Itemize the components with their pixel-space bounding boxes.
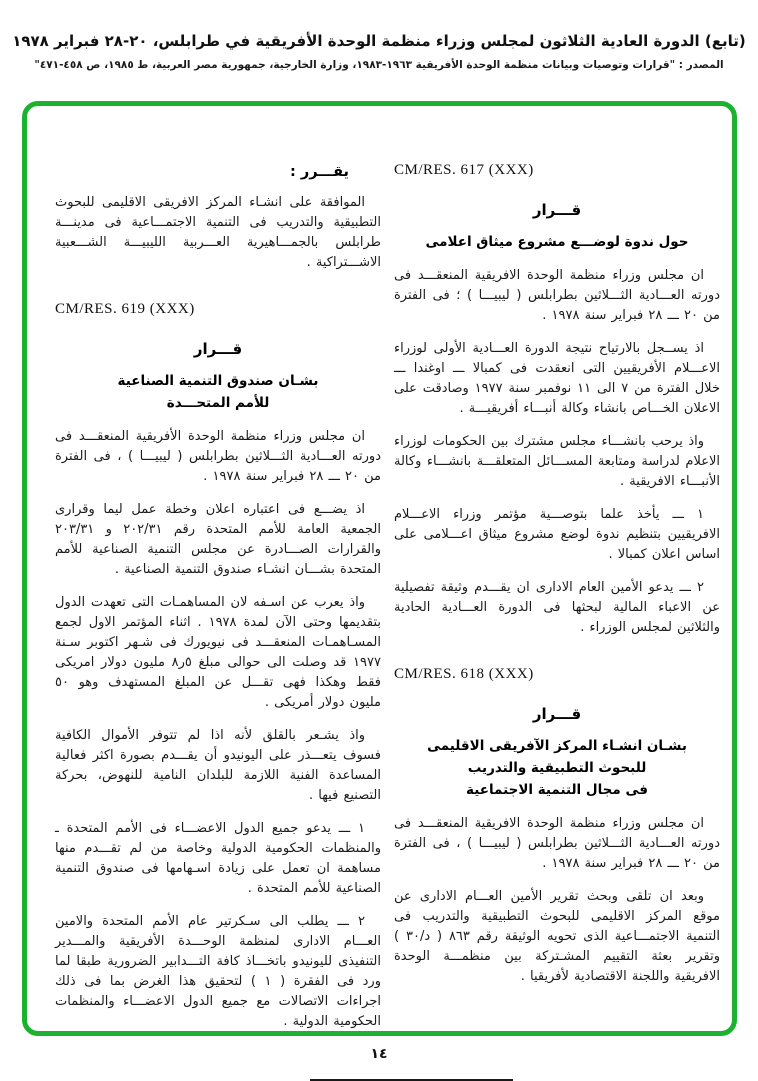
paragraph: واذ يرحب بانشـــاء مجلس مشترك بين الحكومات لوزراء الاعلام لدراسة ومتابعة المســـائل المتعلقـــة بانشـــاء وكالة الأنبـــاء الافريقية . <box>394 434 720 489</box>
page-header <box>0 0 758 71</box>
left-column <box>55 154 381 1031</box>
resolution-id-618: CM/RES. 618 (XXX) <box>394 666 534 682</box>
resolution-subject-618-line3: فى مجال التنمية الاجتماعية <box>466 782 648 798</box>
paragraph: واذ يشـعر بالقلق لأنه اذا لم تتوفر الأموال الكافية فسوف يتعـــذر على اليونيدو أن يقـــدم بصورة اكثر فعالية المساعدة الفنية اللازمة للبلدان النامية للنهوض، بحركة التصنيع فيها . <box>55 728 381 803</box>
document-frame <box>22 101 737 1036</box>
page-number: ١٤ <box>370 1046 388 1062</box>
decree-word: يقـــرر : <box>290 164 349 180</box>
resolution-subject-617: حول ندوة لوضـــع مشروع ميثاق اعلامى <box>425 234 689 250</box>
paragraph-item-1: ١ ـــ يدعو جميع الدول الاعضـــاء فى الأمم المتحدة ـ والمنظمات الحكومية الدولية وخاصة من لم تقـــدم منها مساهمة ان تعمل على زيادة اسـهامها فى صندوق التنمية الصناعية للأمم المتحدة . <box>55 821 381 896</box>
resolution-title-618: قـــرار <box>532 705 582 723</box>
right-column <box>394 154 720 1031</box>
resolution-title-617: قـــرار <box>532 201 582 219</box>
resolution-subject-619-line2: للأمم المتحـــدة <box>166 395 270 411</box>
resolution-title-619: قـــرار <box>193 340 243 358</box>
paragraph: ان مجلس وزراء منظمة الوحدة الافريقية المنعقـــد فى دورته العـــادية الثـــلاثين بطرابلس ( ليبيـــا ) ؛ فى الفترة من ٢٠ ـــ ٢٨ فبراير سنة ١٩٧٨ . <box>394 268 720 323</box>
paragraph: واذ يعرب عن اسـفه لان المساهمـات التى تعهدت الدول بتقديمها وحتى الآن لمدة ١٩٧٨ . اثناء المؤتمر الاول لجمع المسـاهمـات المنعقـــد فى نيويورك فى شـهر اكتوبر سـنة ١٩٧٧ قد وصلت الى حوالى مبلغ ٥ر٨ مليون دولار امريكى فقط وهكذا فهى تقـــل عن المبلغ المستهدف وهو ٥٠ مليون دولار أمريكى . <box>55 595 381 710</box>
paragraph-item-1: ١ ـــ يأخذ علما بتوصـــية مؤتمر وزراء الاعـــلام الافريقيين بتنظيم ندوة لوضع مشروع ميثاق اعـــلامى على اساس اعلان كمبالا . <box>394 507 720 562</box>
session-title: (تابع) الدورة العادية الثلاثون لمجلس وزراء منظمة الوحدة الأفريقية في طرابلس، ٢٠-٢٨ فبراير ١٩٧٨ <box>12 32 746 50</box>
resolution-id-617: CM/RES. 617 (XXX) <box>394 162 534 178</box>
source-citation: المصدر : "قرارات وتوصيات وبيانات منظمة الوحدة الأفريقية ١٩٦٣-١٩٨٣، وزارة الخارجية، جمهورية مصر العربية، ط ١٩٨٥، ص ٤٥٨-٤٧١" <box>34 59 724 71</box>
two-column-layout <box>27 106 732 1031</box>
resolution-subject-618-line2: للبحوث التطبيقية والتدريب <box>467 760 647 776</box>
resolution-id-619: CM/RES. 619 (XXX) <box>55 301 195 317</box>
paragraph: الموافقة على انشـاء المركز الافريقى الاقليمى للبحوث التطبيقية والتدريب فى التنمية الاجتمـــاعية فى مدينـــة طرابلس بالجمـــاهيرية العـــربية الليبيـــة الشـــعبية الاشـــتراكية . <box>55 195 381 270</box>
paragraph: وبعد ان تلقى وبحث تقرير الأمين العـــام الادارى عن موقع المركز الاقليمى للبحوث التطبيقية والتدريب فى التنمية الاجتمـــاعية الذى تحويه الوثيقة رقم ٨٦٣ ( د/٣٠ ) وتقرير بعثة التقييم المشـتركة بين منظمـــة الوحدة الافريقية واللجنة الاقتصادية لأفريقيا . <box>394 889 720 984</box>
paragraph: اذ يضـــع فى اعتباره اعلان وخطة عمل ليما وقرارى الجمعية العامة للأمم المتحدة رقم ٢٠٢/٣١ و ٢٠٣/٣١ والقرارات الصـــادرة عن مجلس التنمية الصناعية للأمم المتحدة بشـــان انشـاء صندوق التنمية الصناعية . <box>55 502 382 577</box>
resolution-subject-618-line1: بشـان انشـاء المركز الآفريقى الاقليمى <box>427 738 687 754</box>
paragraph-item-2: ٢ ـــ يدعو الأمين العام الادارى ان يقـــدم وثيقة تفصيلية عن الاعباء المالية لبحثها فى الدورة العـــادية الحادية والثلاثين لمجلس الوزراء . <box>394 580 720 635</box>
paragraph: اذ يســجل بالارتياح نتيجة الدورة العـــادية الأولى لوزراء الاعـــلام الأفريقيين التى انعقدت فى كمبالا ـــ اوغندا ـــ خلال الفترة من ٧ الى ١١ نوفمبر سنة ١٩٧٧ وصادقت على الاعلان الخـــاص بانشاء وكالة أنبـــاء أفريقيـــة . <box>394 341 720 416</box>
resolution-subject-619-line1: بشـان صندوق التنمية الصناعية <box>117 373 319 389</box>
paragraph: ان مجلس وزراء منظمة الوحدة الأفريقية المنعقـــد فى دورته العـــادية الثـــلاثين بطرابلس ( ليبيـــا ) ، فى الفترة من ٢٠ ـــ ٢٨ فبراير سنة ١٩٧٨ . <box>55 429 381 484</box>
paragraph-item-2: ٢ ـــ يطلب الى سـكرتير عام الأمم المتحدة والامين العـــام الادارى لمنظمة الوحـــدة الأفريقية والمـــدير التنفيذى لليونيدو باتخـــاذ كافة التـــدابير الضرورية طبقا لما ورد فى الفقرة ( ١ ) لتحقيق هذا الغرض بما فى ذلك اجراءات الاتصالات مع جميع الدول الاعضـــاء والمنظمات الحكومية الدولية . <box>55 914 381 1029</box>
paragraph: ان مجلس وزراء منظمة الوحدة الافريقية المنعقـــد فى دورته العـــادية الثـــلاثين بطرابلس ( ليبيـــا ) ، فى الفترة من ٢٠ ـــ ٢٨ فبراير سنة ١٩٧٨ . <box>394 816 720 871</box>
